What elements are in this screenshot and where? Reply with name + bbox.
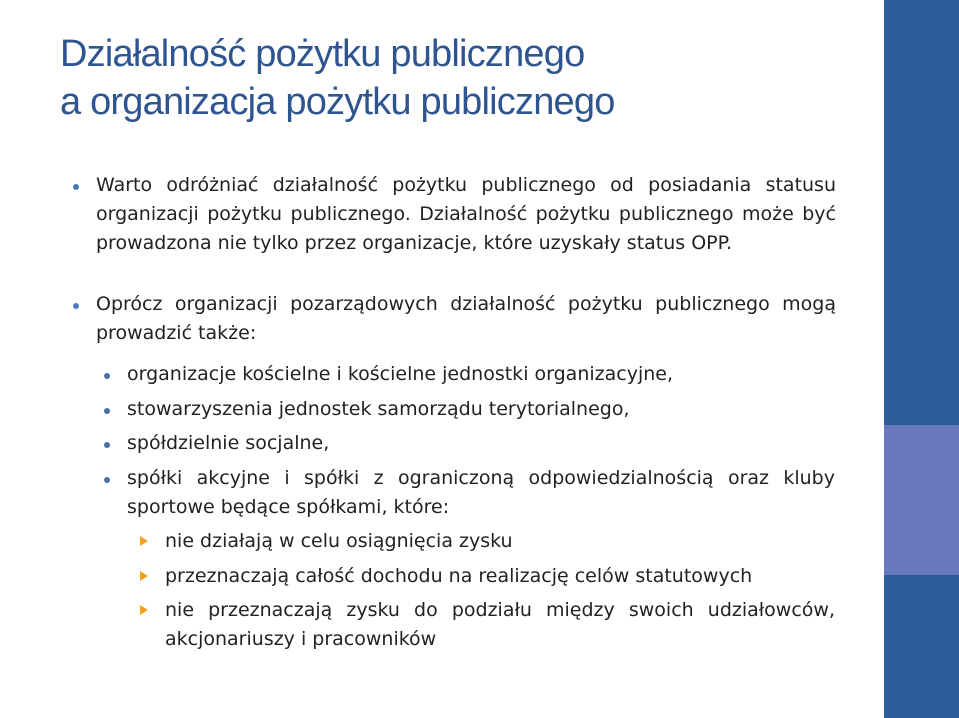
sub-bullet-item: stowarzyszenia jednostek samorządu terytorialnego,: [127, 398, 630, 420]
triangle-bullet-icon: [140, 536, 148, 546]
strip-segment-bottom: [884, 575, 959, 718]
sub-sub-bullet-item: nie działają w celu osiągnięcia zysku: [165, 530, 513, 552]
title-line-1: Działalność pożytku publicznego: [60, 33, 585, 75]
title-line-2: a organizacja pożytku publicznego: [60, 81, 615, 123]
bullet-dot-icon: [73, 184, 79, 190]
sub-bullet-dot-icon: [104, 442, 110, 448]
sub-bullet-item: organizacje kościelne i kościelne jednostki organizacyjne,: [127, 363, 673, 385]
triangle-bullet-icon: [140, 571, 148, 581]
strip-segment-top: [884, 0, 959, 425]
triangle-bullet-icon: [140, 605, 148, 615]
sub-bullet-dot-icon: [104, 477, 110, 483]
sub-bullet-dot-icon: [104, 373, 110, 379]
sub-bullet-item: spółdzielnie socjalne,: [127, 432, 330, 454]
bullet-dot-icon: [73, 303, 79, 309]
sub-bullet-dot-icon: [104, 408, 110, 414]
strip-segment-middle: [884, 425, 959, 575]
decorative-side-strip: [884, 0, 959, 718]
bullet-item: Warto odróżniać działalność pożytku publicznego od posiadania statusu organizacji pożytku publicznego. Działalność pożytku publicznego może być prowadzona nie tylko przez organizacje, które uzyskały status OPP.: [96, 174, 836, 254]
bullet-item: Oprócz organizacji pozarządowych działalność pożytku publicznego mogą prowadzić także:: [96, 293, 836, 344]
sub-sub-bullet-item: nie przeznaczają zysku do podziału między swoich udziałowców, akcjonariuszy i pracowników: [165, 599, 835, 650]
sub-bullet-item: spółki akcyjne i spółki z ograniczoną odpowiedzialnością oraz kluby sportowe będące spółkami, które:: [127, 467, 835, 518]
sub-sub-bullet-item: przeznaczają całość dochodu na realizację celów statutowych: [165, 565, 753, 587]
